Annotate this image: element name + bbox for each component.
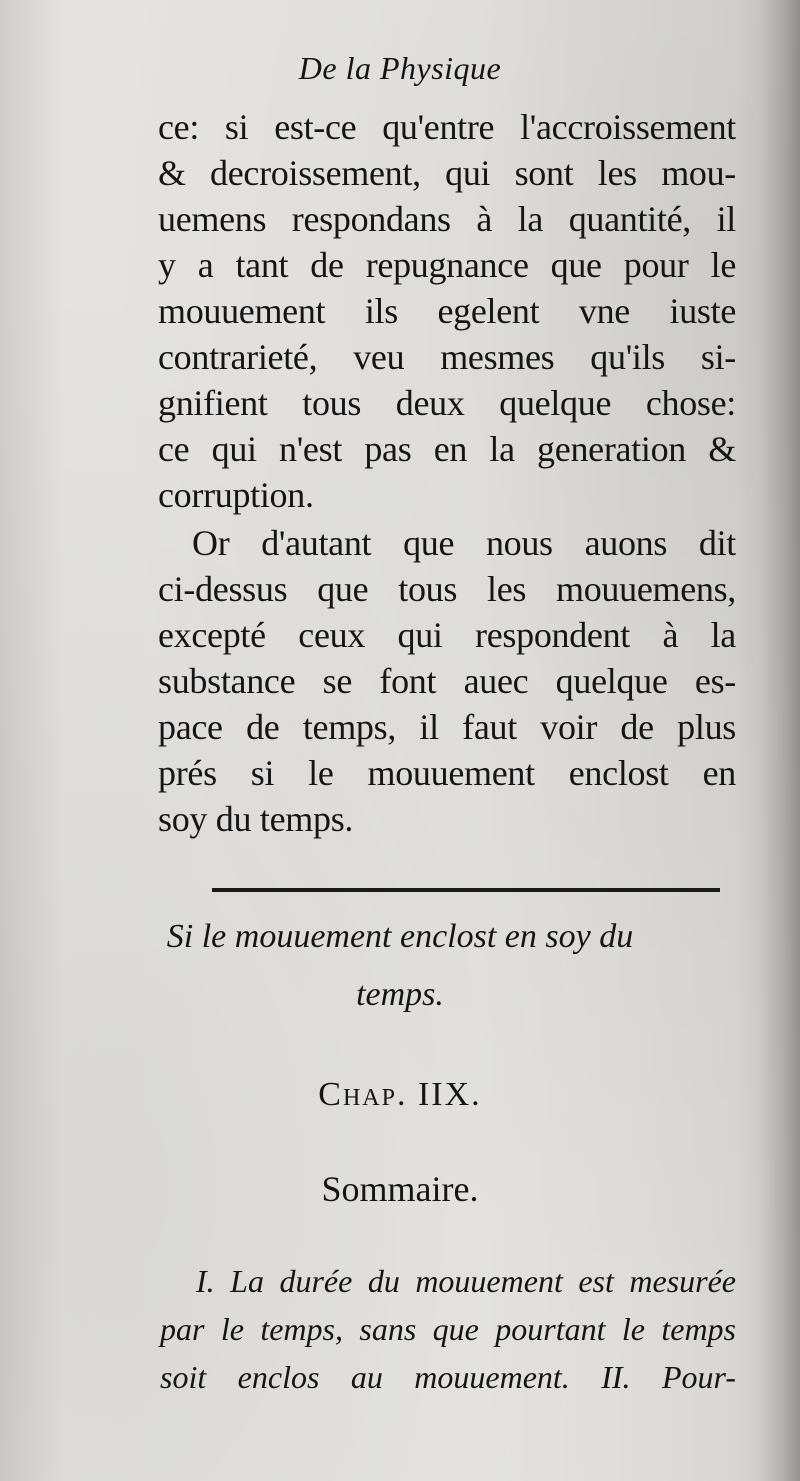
chapter-title: Chap. IIX. <box>318 1076 482 1113</box>
body-line: ci-dessus que tous les mouuemens, <box>158 569 736 609</box>
body-line: gnifient tous deux quelque chose: <box>158 383 736 423</box>
body-line: ce qui n'est pas en la generation & <box>158 429 736 469</box>
summary-line: soit enclos au mouuement. II. Pour- <box>160 1359 736 1395</box>
body-line: uemens respondans à la quantité, il <box>158 199 736 239</box>
body-line: substance se font auec quelque es- <box>158 661 736 701</box>
body-line: & decroissement, qui sont les mou- <box>158 153 736 193</box>
body-line: ce: si est-ce qu'entre l'accroissement <box>158 107 736 147</box>
summary-title: Sommaire. <box>321 1169 479 1209</box>
body-line: contrarieté, veu mesmes qu'ils si- <box>158 337 736 377</box>
body-line: mouuement ils egelent vne iuste <box>158 291 736 331</box>
section-heading: Si le mouuement enclost en soy du <box>166 918 634 955</box>
section-heading: temps. <box>356 976 444 1013</box>
body-line: corruption. <box>158 475 314 515</box>
summary-line: par le temps, sans que pourtant le temps <box>160 1311 736 1347</box>
horizontal-rule <box>212 888 720 892</box>
running-head: De la Physique <box>298 50 502 86</box>
body-line: y a tant de repugnance que pour le <box>158 245 736 285</box>
body-line: Or d'autant que nous auons dit <box>192 523 736 563</box>
summary-line: I. La durée du mouuement est mesurée <box>196 1263 736 1299</box>
body-line: pace de temps, il faut voir de plus <box>158 707 736 747</box>
body-line: soy du temps. <box>158 799 354 839</box>
body-line: prés si le mouuement enclost en <box>158 753 736 793</box>
page-edge-shadow <box>760 0 800 1481</box>
body-line: excepté ceux qui respondent à la <box>158 615 736 655</box>
